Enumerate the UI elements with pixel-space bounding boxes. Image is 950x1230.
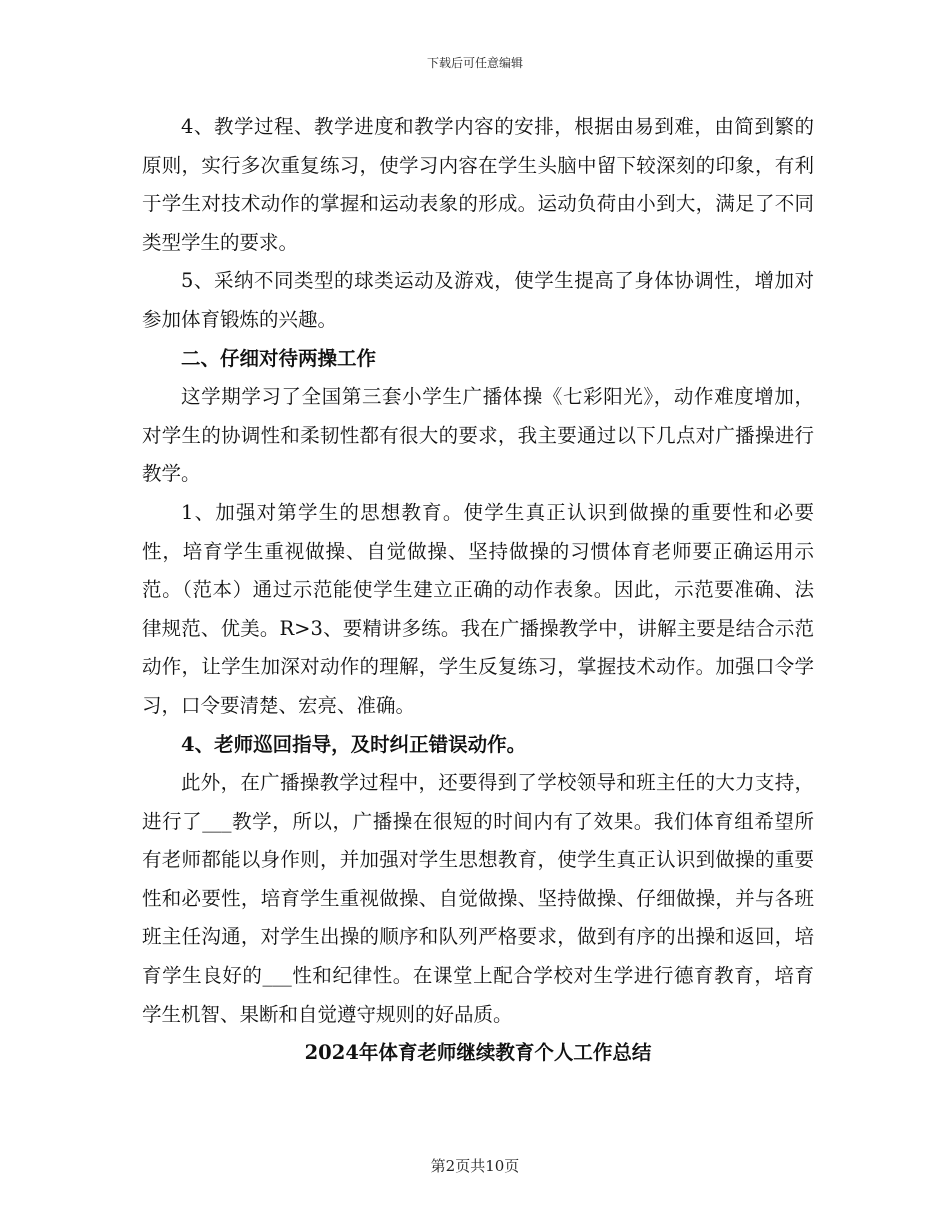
paragraph-ideological-education: 1、加强对第学生的思想教育。使学生真正认识到做操的重要性和必要性，培育学生重视做操、自觉做操、坚持做操的习惯体育老师要正确运用示范。（范本）通过示范能使学生建立正确的动作表象。因此，示范要准确、法律规范、优美。R>3、要精讲多练。我在广播操教学中，讲解主要是结合示范动作，让学生加深对动作的理解，学生反复练习，掌握技术动作。加强口令学习，口令要清楚、宏亮、准确。 xyxy=(142,500,814,717)
paragraph-support-and-discipline: 此外，在广播操教学过程中，还要得到了学校领导和班主任的大力支持，进行了___教学，所以，广播操在很短的时间内有了效果。我们体育组希望所有老师都能以身作则，并加强对学生思想教育，使学生真正认识到做操的重要性和必要性，培育学生重视做操、自觉做操、坚持做操、仔细做操，并与各班班主任沟通，对学生出操的顺序和队列严格要求，做到有序的出操和返回，培育学生良好的___性和纪律性。在课堂上配合学校对生学进行德育教育，培育学生机智、果断和自觉遵守规则的好品质。 xyxy=(142,771,814,1026)
document-body xyxy=(142,108,814,1073)
section-heading-two-exercises: 二、仔细对待两操工作 xyxy=(181,346,377,370)
paragraph-broadcast-exercise-intro: 这学期学习了全国第三套小学生广播体操《七彩阳光》，动作难度增加，对学生的协调性和柔韧性都有很大的要求，我主要通过以下几点对广播操进行教学。 xyxy=(142,385,814,486)
page-number-footer: 第2页共10页 xyxy=(430,1157,520,1175)
subheading-teacher-guidance: 4、老师巡回指导，及时纠正错误动作。 xyxy=(181,732,527,756)
page-header-note: 下载后可任意编辑 xyxy=(426,56,523,70)
next-document-title: 2024年体育老师继续教育个人工作总结 xyxy=(304,1041,652,1065)
paragraph-teaching-process: 4、教学过程、教学进度和教学内容的安排，根据由易到难，由简到繁的原则，实行多次重复练习，使学习内容在学生头脑中留下较深刻的印象，有利于学生对技术动作的掌握和运动表象的形成。运动负荷由小到大，满足了不同类型学生的要求。 xyxy=(142,115,814,254)
paragraph-ball-games: 5、采纳不同类型的球类运动及游戏，使学生提高了身体协调性，增加对参加体育锻炼的兴趣。 xyxy=(142,269,814,331)
